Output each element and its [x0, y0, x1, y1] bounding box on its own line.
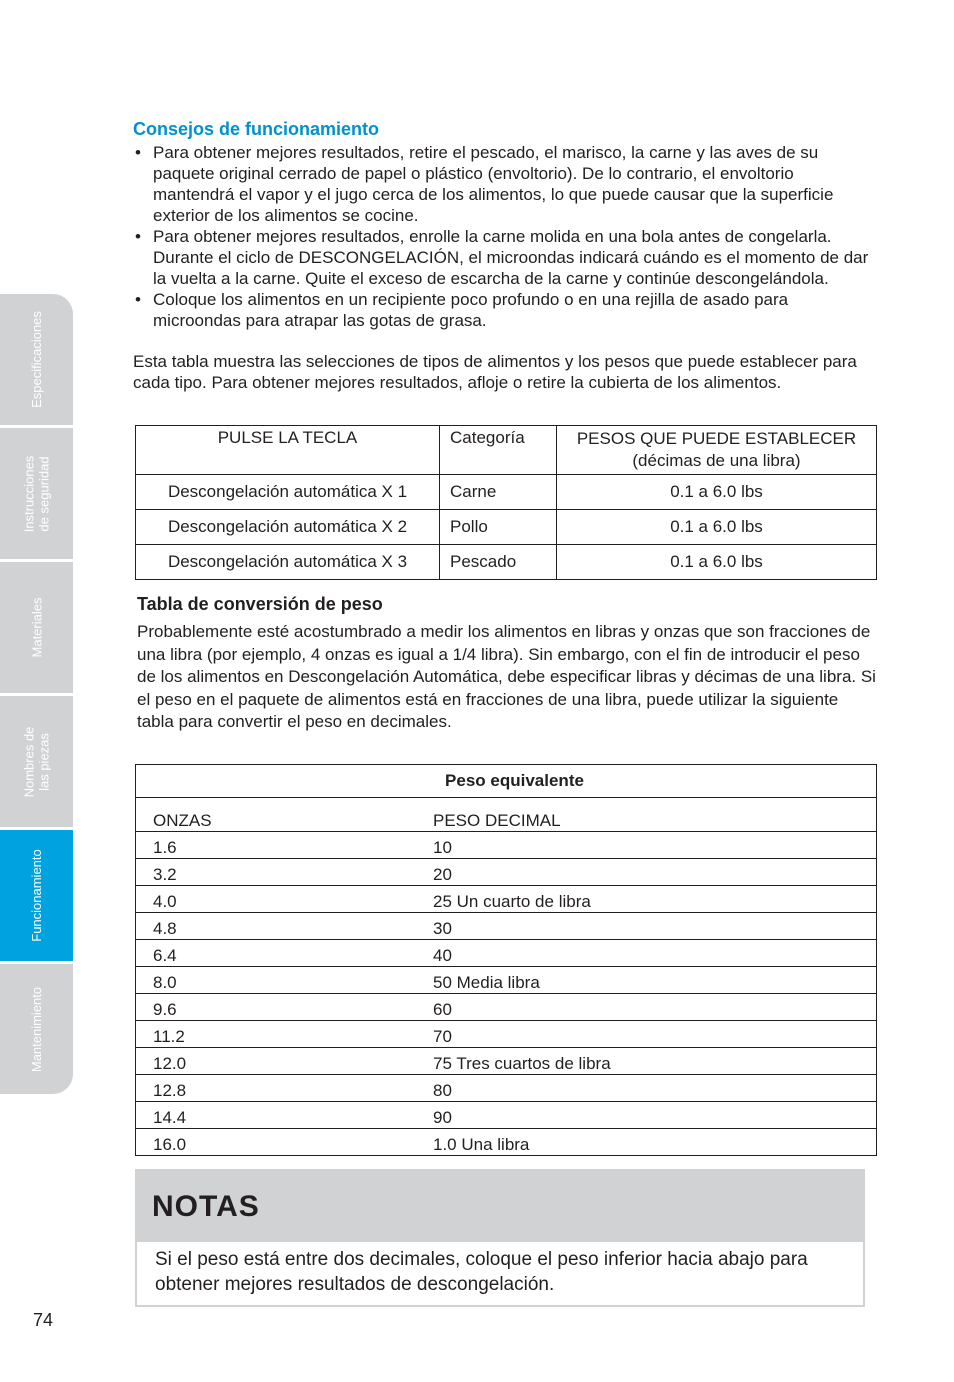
table-cell: 50 Media libra	[433, 967, 877, 994]
table-cell: 11.2	[136, 1021, 434, 1048]
table-row	[136, 967, 877, 994]
table-cell: 30	[433, 913, 877, 940]
table-row	[136, 1129, 877, 1156]
notes-box	[135, 1169, 865, 1307]
notes-text: Si el peso está entre dos decimales, coloque el peso inferior hacia abajo para obtener mejores resultados de descongelación.	[155, 1249, 808, 1295]
table-row	[136, 510, 877, 545]
table-row	[136, 475, 877, 510]
table-cell: 0.1 a 6.0 lbs	[557, 475, 877, 510]
table-cell: 16.0	[136, 1129, 434, 1156]
tab-nombres-de-las-piezas[interactable]	[0, 696, 73, 827]
table-cell: 3.2	[136, 859, 434, 886]
list-item: • Coloque los alimentos en un recipiente poco profundo o en una rejilla de asado para microondas para atrapar las gotas de grasa.	[133, 289, 878, 331]
table-row	[136, 1021, 877, 1048]
table-cell: 70	[433, 1021, 877, 1048]
table-row	[136, 545, 877, 580]
table-row	[136, 1075, 877, 1102]
conversion-title: Tabla de conversión de peso	[137, 594, 383, 614]
table-cell: 0.1 a 6.0 lbs	[557, 545, 877, 580]
tab-especificaciones[interactable]	[0, 294, 73, 425]
section-title: Consejos de funcionamiento	[133, 119, 380, 139]
table-row	[136, 886, 877, 913]
table-cell: 40	[433, 940, 877, 967]
table-row	[136, 940, 877, 967]
header-cell: PESOS QUE PUEDE ESTABLECER (décimas de una libra)	[557, 426, 877, 475]
table-cell: Pescado	[440, 545, 557, 580]
table-cell: 12.8	[136, 1075, 434, 1102]
table-cell: 9.6	[136, 994, 434, 1021]
table-cell: 25 Un cuarto de libra	[433, 886, 877, 913]
tab-label: Instrucciones de seguridad	[21, 455, 52, 532]
header-cell: Categoría	[440, 426, 557, 475]
tab-mantenimiento[interactable]	[0, 964, 73, 1094]
table-cell: 80	[433, 1075, 877, 1102]
page-number: 74	[33, 1310, 54, 1330]
table-cell: 1.6	[136, 832, 434, 859]
header-cell: PESO DECIMAL	[433, 798, 877, 832]
table-title-row	[136, 765, 877, 798]
defrost-table	[135, 425, 877, 580]
table-cell: 90	[433, 1102, 877, 1129]
table-cell: Carne	[440, 475, 557, 510]
table-intro-text: Esta tabla muestra las selecciones de tipos de alimentos y los pesos que puede establecer para cada tipo. Para obtener mejores resultados, afloje o retire la cubierta de los alimentos.	[133, 352, 857, 392]
table-title: Peso equivalente	[136, 765, 877, 798]
header-cell: ONZAS	[136, 798, 434, 832]
tab-funcionamiento[interactable]	[0, 830, 73, 961]
table-row	[136, 832, 877, 859]
table-cell: 1.0 Una libra	[433, 1129, 877, 1156]
table-header-row	[136, 798, 877, 832]
header-cell: PULSE LA TECLA	[136, 426, 440, 475]
table-cell: 12.0	[136, 1048, 434, 1075]
table-row	[136, 1048, 877, 1075]
table-cell: Descongelación automática X 2	[136, 510, 440, 545]
table-cell: Descongelación automática X 1	[136, 475, 440, 510]
table-cell: 4.8	[136, 913, 434, 940]
tips-list	[133, 142, 878, 331]
notes-header	[137, 1171, 863, 1242]
tab-label: Nombres de las piezas	[21, 726, 52, 797]
table-cell: 75 Tres cuartos de libra	[433, 1048, 877, 1075]
list-item: • Para obtener mejores resultados, enrolle la carne molida en una bola antes de congelarla. Durante el ciclo de DESCONGELACIÓN, el microondas indicará cuándo es el momento de dar la vuelta a la carne. Quite el exceso de escarcha de la carne y continúe descongelándola.	[133, 226, 878, 289]
table-header-row	[136, 426, 877, 475]
table-cell: 0.1 a 6.0 lbs	[557, 510, 877, 545]
table-cell: 20	[433, 859, 877, 886]
table-row	[136, 913, 877, 940]
tab-label: Materiales	[29, 597, 44, 658]
tab-label: Funcionamiento	[29, 849, 44, 942]
table-cell: Pollo	[440, 510, 557, 545]
section-tabs	[0, 294, 73, 1094]
table-cell: 60	[433, 994, 877, 1021]
table-cell: Descongelación automática X 3	[136, 545, 440, 580]
table-cell: 10	[433, 832, 877, 859]
weight-table	[135, 764, 877, 1156]
table-cell: 8.0	[136, 967, 434, 994]
list-item: • Para obtener mejores resultados, retire el pescado, el marisco, la carne y las aves de su paquete original cerrado de papel o plástico (envoltorio). De lo contrario, el envoltorio mantendrá el vapor y el jugo cerca de los alimentos, lo que puede causar que la superficie exterior de los alimentos se cocine.	[133, 142, 878, 226]
table-row	[136, 1102, 877, 1129]
table-cell: 14.4	[136, 1102, 434, 1129]
table-row	[136, 994, 877, 1021]
notes-title: NOTAS	[152, 1189, 260, 1223]
tab-materiales[interactable]	[0, 562, 73, 693]
table-row	[136, 859, 877, 886]
table-cell: 4.0	[136, 886, 434, 913]
tab-label: Mantenimiento	[29, 986, 44, 1072]
tab-label: Especificaciones	[29, 311, 45, 408]
table-cell: 6.4	[136, 940, 434, 967]
conversion-text: Probablemente esté acostumbrado a medir los alimentos en libras y onzas que son fracciones de una libra (por ejemplo, 4 onzas es igual a 1/4 libra). Sin embargo, con el fin de introducir el peso de los alimentos en Descongelación Automática, debe especificar libras y décimas de una libra. Si el peso en el paquete de alimentos está en fracciones de una libra, puede utilizar la siguiente tabla para convertir el peso en decimales.	[137, 622, 876, 731]
tab-instrucciones-de-seguridad[interactable]	[0, 428, 73, 559]
